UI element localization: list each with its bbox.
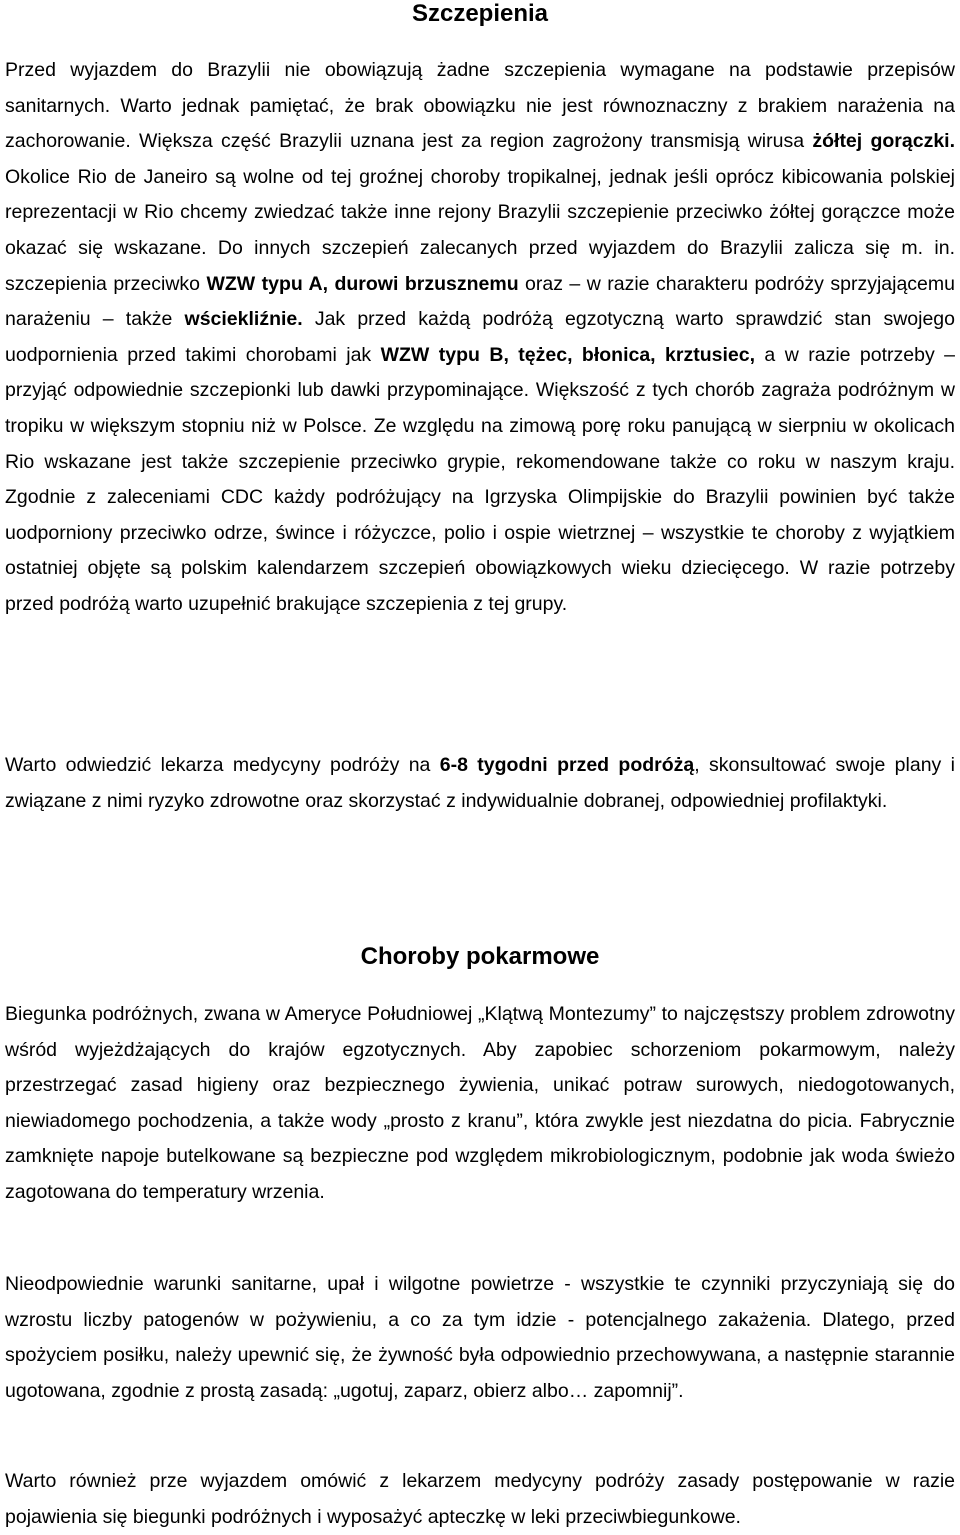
text-run: Biegunka podróżnych, zwana w Ameryce Południowej „Klątwą Montezumy” to najczęstszy problem zdrowotny wśród wyjeżdżających do krajów egzotycznych. Aby zapobiec schorzeniom pokarmowym, należy przestrzegać zasad higieny oraz bezpiecznego żywienia, unikać potraw surowych, niedogotowanych, niewiadomego pochodzenia, a także wody „prosto z kranu”, która zwykle jest niezdatna do picia. Fabrycznie zamknięte napoje butelkowane są bezpieczne pod względem mikrobiologicznym, podobnie jak woda świeżo zagotowana do temperatury wrzenia. [5, 1003, 955, 1203]
bold-text-run: WZW typu A, durowi brzusznemu [206, 272, 519, 295]
bold-text-run: 6-8 tygodni przed podróżą [439, 754, 695, 776]
text-run: Okolice Rio de Janeiro są wolne od tej groźnej choroby tropikalnej, jednak jeśli oprócz kibicowania polskiej reprezentacji w Rio chcemy zwiedzać także inne rejony Brazylii szczepienie przeciwko żółtej gorączce może okazać się wskazane. Do innych szczepień zalecanych przed wyjazdem do Brazylii zalicza się m. in. szczepienia przeciwko [5, 165, 955, 295]
text-run: a w razie potrzeby – przyjąć odpowiednie szczepionki lub dawki przypominające. Większość z tych chorób zagraża podróżnym w tropiku w większym stopniu niż w Polsce. Ze względu na zimową porę roku panującą w sierpniu w okolicach Rio wskazane jest także szczepienie przeciwko grypie, rekomendowane także co roku w naszym kraju. Zgodnie z zaleceniami CDC każdy podróżujący na Igrzyska Olimpijskie do Brazylii powinien być także uodporniony przeciwko odrze, śwince i różyczce, polio i ospie wietrznej – wszystkie te choroby z wyjątkiem ostatniej objęte są polskim kalendarzem szczepień obowiązkowych wieku dziecięcego. W razie potrzeby przed podróżą warto uzupełnić brakujące szczepienia z tej grupy. [5, 343, 955, 615]
bold-text-run: żółtej gorączki. [812, 130, 955, 153]
text-run: Nieodpowiednie warunki sanitarne, upał i wilgotne powietrze - wszystkie te czynniki przyczyniają się do wzrostu liczby patogenów w pożywieniu, a co za tym idzie - potencjalnego zakażenia. Dlatego, przed spożyciem posiłku, należy upewnić się, że żywność była odpowiednio przechowywana, a następnie starannie ugotowana, zgodnie z prostą zasadą: „ugotuj, zaparz, obierz albo… zapomnij”. [5, 1273, 955, 1402]
paragraph-sanitary-conditions [5, 1267, 955, 1409]
bold-text-run: WZW typu B, tężec, błonica, krztusiec, [380, 343, 755, 366]
text-run: Warto odwiedzić lekarza medycyny podróży na [5, 754, 440, 776]
paragraph-travellers-diarrhea [5, 997, 955, 1211]
bold-text-run: wściekliźnie. [184, 308, 303, 331]
paragraph-vaccinations-main [5, 53, 955, 623]
text-run: Jak przed każdą podróżą egzotyczną warto sprawdzić stan swojego uodpornienia przed takimi chorobami jak [5, 308, 955, 366]
section-heading-vaccinations: Szczepienia [411, 0, 549, 27]
paragraph-consult-doctor [5, 1464, 955, 1535]
text-run: Warto również prze wyjazdem omówić z lekarzem medycyny podróży zasady postępowanie w razie pojawienia się biegunki podróżnych i wyposażyć apteczkę w leki przeciwbiegunkowe. [5, 1470, 955, 1528]
text-run: , skonsultować swoje plany i związane z nimi ryzyko zdrowotne oraz skorzystać z indywidualnie dobranej, odpowiedniej profilaktyki. [5, 754, 955, 812]
text-run: Przed wyjazdem do Brazylii nie obowiązują żadne szczepienia wymagane na podstawie przepisów sanitarnych. Warto jednak pamiętać, że brak obowiązku nie jest równoznaczny z brakiem narażenia na zachorowanie. Większa część Brazylii uznana jest za region zagrożony transmisją wirusa [5, 59, 955, 153]
paragraph-travel-doctor [5, 748, 955, 819]
text-run: oraz – w razie charakteru podróży sprzyjającemu narażeniu – także [5, 272, 955, 331]
section-heading-food-illness: Choroby pokarmowe [360, 943, 600, 970]
